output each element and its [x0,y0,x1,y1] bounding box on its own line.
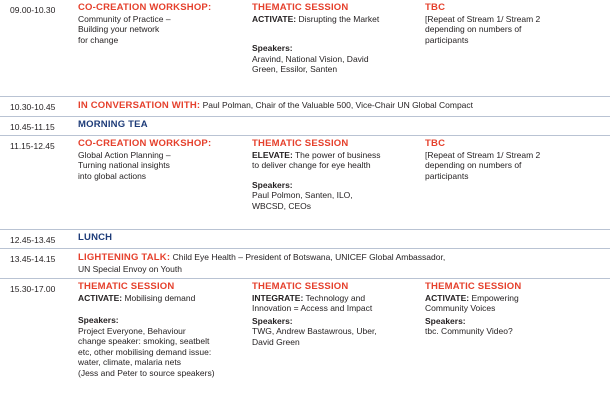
speakers-line: Green, Essilor, Santen [252,64,338,74]
time-slot: 13.45-14.15 [10,254,56,264]
session-line: Community Voices [425,303,496,313]
time-slot: 12.45-13.45 [10,235,56,245]
session-line: Innovation = Access and Impact [252,303,373,313]
speakers-label: Speakers: [78,315,119,325]
speakers-line: tbc. Community Video? [425,326,513,336]
speakers-line: TWG, Andrew Bastawrous, Uber, [252,326,377,336]
session-title: Paul Polman, Chair of the Valuable 500, Vice-Chair UN Global Compact [200,100,474,110]
agenda-row [0,229,610,249]
time-slot: 15.30-17.00 [10,284,56,294]
session-title: Mobilising demand [122,292,196,303]
session-title: Empowering [469,292,519,303]
stream-1 [78,139,211,181]
session-line: [Repeat of Stream 1/ Stream 2 [425,13,541,24]
time-slot: 10.45-11.15 [10,122,55,132]
session-heading: THEMATIC SESSION [78,281,175,292]
session-line: depending on numbers of [425,160,522,170]
speakers-label: Speakers: [252,315,293,326]
session-title: Technology and [303,292,366,303]
speakers-line: (Jess and Peter to source speakers) [78,367,215,378]
session-line: Community of Practice – [78,13,171,24]
session-lead: INTEGRATE: [252,292,304,303]
session-heading: THEMATIC SESSION [425,281,522,292]
speakers-line: etc, other mobilising demand issue: [78,346,212,357]
speakers-line: WBCSD, CEOs [252,200,312,211]
agenda-row [0,278,610,401]
agenda-row [0,96,610,117]
time-slot: 11.15-12.45 [10,141,55,151]
speakers-line: Aravind, National Vision, David [252,53,369,64]
stream-2 [252,282,377,347]
session-heading: THEMATIC SESSION [252,138,349,149]
session-line: Building your network [78,24,160,34]
agenda-row [0,135,610,230]
session-title: Disrupting the Market [296,13,380,24]
session-line: for change [78,34,119,45]
stream-3 [425,3,540,45]
stream-3 [425,282,521,337]
agenda-row [0,0,610,96]
session-line: UN Special Envoy on Youth [78,263,182,274]
session-lead: ACTIVATE: [252,13,297,24]
session-heading: THEMATIC SESSION [252,281,349,292]
session-line: to deliver change for eye health [252,160,371,170]
session-lead: ELEVATE: [252,149,293,160]
stream-1 [78,3,211,45]
speakers-label: Speakers: [252,43,293,53]
speakers-label: Speakers: [252,179,293,190]
break-heading: LUNCH [78,232,113,243]
stream-2 [252,139,381,211]
session-title: The power of business [292,149,381,160]
session-heading: THEMATIC SESSION [252,2,349,13]
session-heading: IN CONVERSATION WITH: [78,100,201,111]
stream-1 [78,282,215,378]
time-slot: 10.30-10.45 [10,102,56,112]
session-heading: LIGHTENING TALK: [78,252,171,263]
speakers-line: change speaker: smoking, seatbelt [78,336,210,346]
speakers-label: Speakers: [425,315,466,326]
time-slot: 09.00-10.30 [10,5,56,15]
speakers-line: water, climate, malaria nets [78,357,181,367]
session-heading: TBC [425,2,446,13]
session-line: into global actions [78,170,147,181]
session-line: participants [425,170,469,181]
session-lead: ACTIVATE: [425,292,470,303]
break-heading: MORNING TEA [78,119,148,130]
session-line: depending on numbers of [425,24,522,34]
session-line: [Repeat of Stream 1/ Stream 2 [425,149,541,160]
session-line: Global Action Planning – [78,149,171,160]
session-heading: TBC [425,138,446,149]
stream-3 [425,139,540,181]
speakers-line: David Green [252,336,300,347]
speakers-line: Paul Polmon, Santen, ILO, [252,190,353,200]
session-lead: ACTIVATE: [78,292,123,303]
agenda-row [0,116,610,136]
session-title: Child Eye Health – President of Botswana, UNICEF Global Ambassador, [170,252,446,262]
session-line: participants [425,34,469,45]
session-line: Turning national insights [78,160,170,170]
session-heading: CO-CREATION WORKSHOP: [78,138,212,149]
stream-2 [252,3,379,75]
agenda-row [0,248,610,279]
session-heading: CO-CREATION WORKSHOP: [78,2,212,13]
speakers-line: Project Everyone, Behaviour [78,325,186,336]
